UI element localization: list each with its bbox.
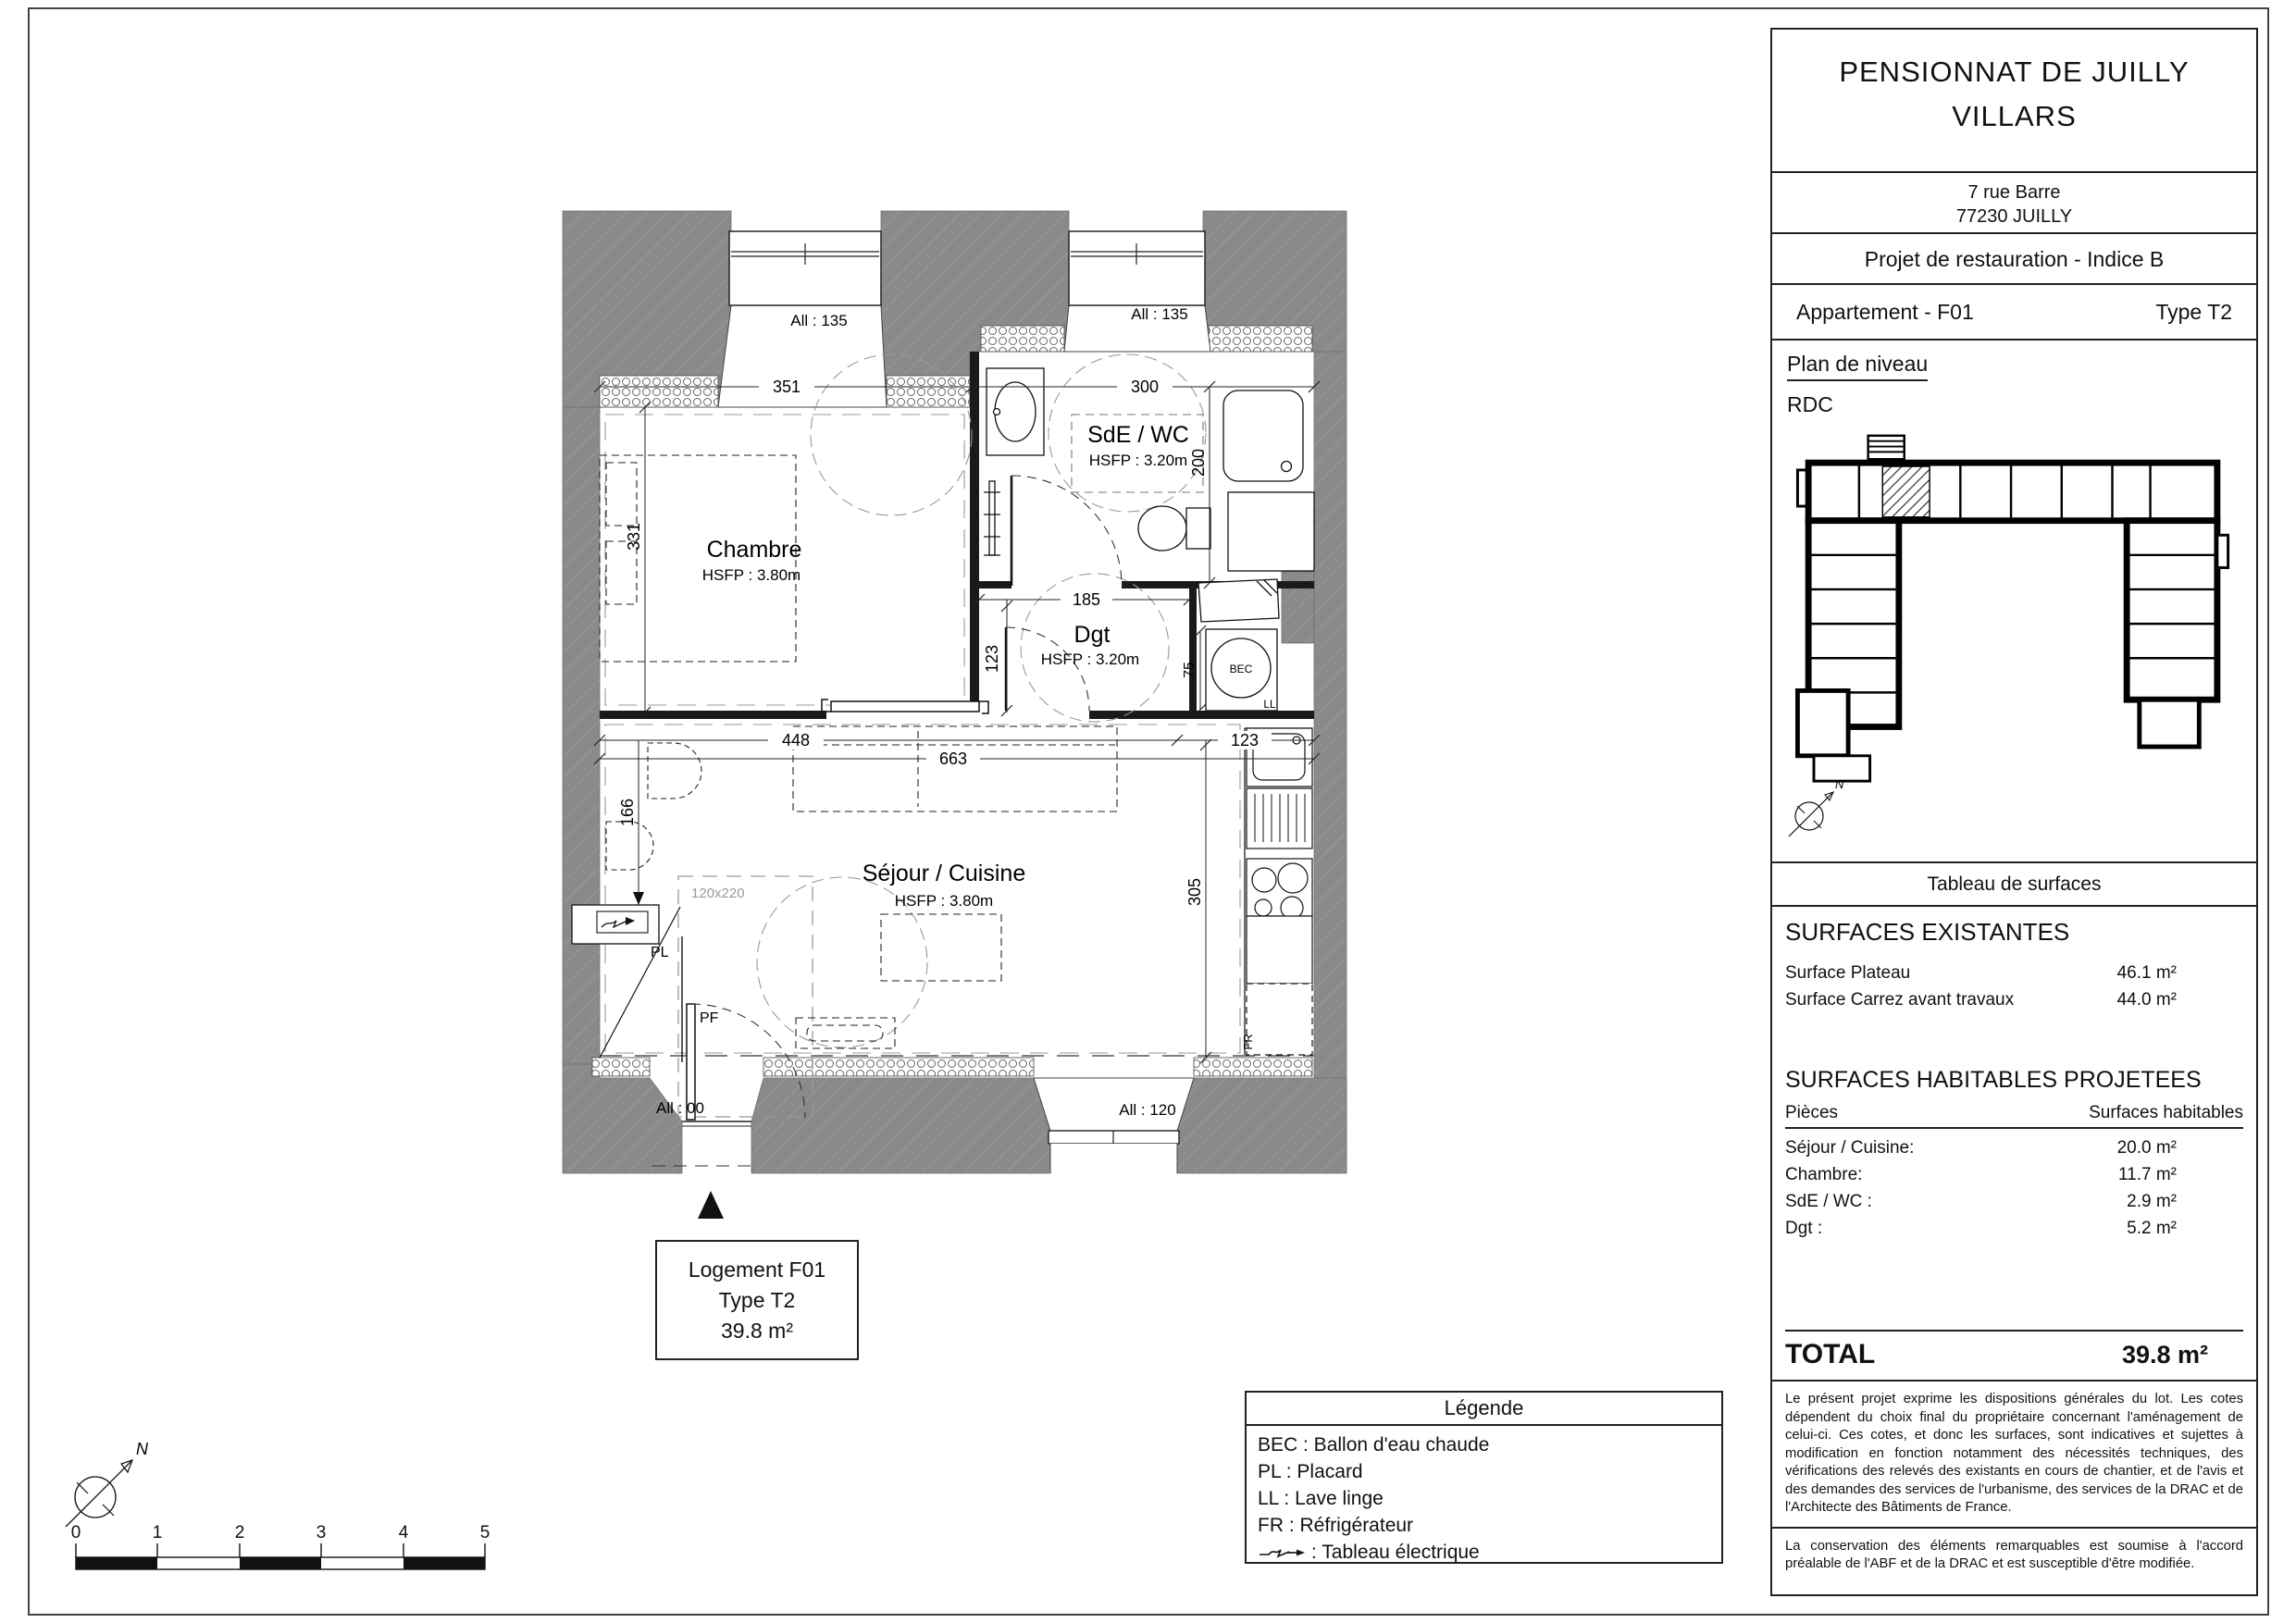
tv bbox=[807, 1025, 883, 1041]
furniture bbox=[600, 455, 1117, 1048]
trap-size-label: 120x220 bbox=[691, 886, 745, 901]
unit-info-box bbox=[655, 1240, 859, 1360]
row-value: 46.1 m² bbox=[2116, 963, 2177, 983]
dim-sde-width: 300 bbox=[1130, 378, 1160, 396]
unit-type: Type T2 bbox=[718, 1287, 796, 1312]
room-label-sejour: Séjour / Cuisine bbox=[862, 861, 1026, 886]
level-plan-section bbox=[1772, 341, 2256, 863]
window-bottom bbox=[1034, 1078, 1194, 1173]
room-label-sde: SdE / WC bbox=[1087, 422, 1189, 448]
site-plan-unit-highlight bbox=[1882, 466, 1930, 517]
dimension-lines bbox=[600, 387, 1314, 1058]
sill-bottom: All : 120 bbox=[1119, 1101, 1176, 1119]
shelf bbox=[1198, 579, 1279, 622]
apartment-type: Type T2 bbox=[2155, 299, 2232, 324]
room-hsfp-sejour: HSFP : 3.80m bbox=[894, 892, 994, 910]
legend-title: Légende bbox=[1247, 1393, 1721, 1426]
dim-tableau-offset: 166 bbox=[618, 798, 637, 827]
surface-table bbox=[1772, 907, 2256, 1381]
bec-label: BEC bbox=[1229, 663, 1253, 675]
project-phase: Projet de restauration - Indice B bbox=[1772, 234, 2256, 285]
entry-arrow bbox=[698, 1191, 724, 1219]
site-plan bbox=[1795, 428, 2230, 826]
legend bbox=[1245, 1391, 1723, 1564]
row-label: Séjour / Cuisine: bbox=[1785, 1138, 1915, 1158]
note-conservation: La conservation des éléments remarquables est soumise à l'accord préalable de l'ABF et de la DRAC et est susceptible d'être modifiée. bbox=[1785, 1538, 2243, 1571]
washbasin-tap bbox=[994, 409, 1000, 415]
dim-dgt-width: 185 bbox=[1072, 590, 1101, 609]
sill-entry: All : 00 bbox=[656, 1099, 704, 1117]
total-label: TOTAL bbox=[1785, 1339, 1876, 1369]
legend-item-bec: BEC : Ballon d'eau chaude bbox=[1258, 1434, 1490, 1456]
apartment-row bbox=[1772, 285, 2256, 341]
scale-0: 0 bbox=[70, 1523, 81, 1542]
row-value: 44.0 m² bbox=[2116, 990, 2177, 1010]
legend-item-ll: LL : Lave linge bbox=[1258, 1488, 1384, 1509]
row-value: 20.0 m² bbox=[2116, 1138, 2177, 1158]
bath-cabinet bbox=[1228, 492, 1314, 571]
scale-4: 4 bbox=[398, 1523, 409, 1542]
dim-sejour-width: 448 bbox=[781, 731, 811, 750]
dim-sde-depth: 200 bbox=[1189, 448, 1208, 477]
unit-name: Logement F01 bbox=[688, 1257, 826, 1282]
table-row bbox=[1785, 960, 2243, 986]
scale-2: 2 bbox=[234, 1523, 245, 1542]
address-line1: 7 rue Barre bbox=[1967, 182, 2061, 203]
total-value: 39.8 m² bbox=[2121, 1341, 2208, 1369]
table-row bbox=[1785, 1215, 2243, 1242]
washbasin-bowl bbox=[995, 382, 1036, 441]
scale-1: 1 bbox=[152, 1523, 163, 1542]
bathroom-fixtures bbox=[984, 368, 1314, 571]
project-title-line2: VILLARS bbox=[1952, 100, 2077, 132]
fridge-label: FR bbox=[1241, 1034, 1255, 1050]
dim-dgt-depth: 123 bbox=[983, 644, 1001, 674]
wc-cistern bbox=[1186, 508, 1210, 549]
dim-arrow bbox=[633, 892, 644, 905]
note-general: Le présent projet exprime les dispositions générales du lot. Les cotes dépendent du choix final du propriétaire concernant l'aménagement de celui-ci. Ces cotes, et donc les surfaces, sont indicatives et sujettes à modification en fonction notamment des nécessités techniques, des vérifications des relevés des existants en cours de chantier, et de l'avis et des demandes des services de l'urbanisme, des services de la DRAC et de l'Architecte des Bâtiments de France. bbox=[1772, 1381, 2256, 1529]
shower-drain bbox=[1282, 462, 1292, 472]
row-label: Surface Plateau bbox=[1785, 963, 1911, 983]
existing-surfaces-title: SURFACES EXISTANTES bbox=[1785, 918, 2070, 946]
closet-label: PL bbox=[651, 945, 669, 960]
dim-chambre-depth: 331 bbox=[625, 522, 643, 551]
room-hsfp-dgt: HSFP : 3.20m bbox=[1040, 650, 1140, 668]
scale-3: 3 bbox=[316, 1523, 327, 1542]
row-label: Chambre: bbox=[1785, 1165, 1863, 1184]
project-title-line1: PENSIONNAT DE JUILLY bbox=[1839, 56, 2190, 88]
row-value: 2.9 m² bbox=[2127, 1192, 2177, 1211]
sill-top-right: All : 135 bbox=[1131, 305, 1188, 323]
unit-area: 39.8 m² bbox=[721, 1318, 793, 1343]
sliding-door bbox=[822, 700, 988, 713]
row-label: Surface Carrez avant travaux bbox=[1785, 990, 2015, 1010]
column-pieces: Pièces bbox=[1785, 1103, 1839, 1122]
dimension-ticks bbox=[594, 381, 1320, 1063]
washer-label: LL bbox=[1263, 698, 1276, 711]
surface-table-title: Tableau de surfaces bbox=[1772, 863, 2256, 907]
pillow bbox=[606, 463, 637, 526]
project-title bbox=[1772, 30, 2256, 173]
scale-5: 5 bbox=[479, 1523, 490, 1542]
level-name: RDC bbox=[1787, 392, 1833, 416]
apartment-label: Appartement - F01 bbox=[1796, 299, 1974, 324]
room-label-chambre: Chambre bbox=[706, 537, 802, 563]
table-header bbox=[1785, 1103, 2243, 1129]
dim-chambre-width: 351 bbox=[772, 378, 801, 396]
table bbox=[881, 914, 1001, 981]
site-north-label: N bbox=[1835, 777, 1844, 791]
wc-bowl bbox=[1138, 506, 1186, 551]
tv-unit bbox=[796, 1018, 895, 1048]
dim-kitchen-width: 123 bbox=[1230, 731, 1260, 750]
floor-plan bbox=[537, 199, 1370, 1226]
row-value: 5.2 m² bbox=[2127, 1219, 2177, 1238]
title-block bbox=[1770, 28, 2258, 1596]
legend-item-tableau bbox=[1258, 1539, 1721, 1566]
french-window-label: PF bbox=[700, 1010, 719, 1026]
legend-item-fr: FR : Réfrigérateur bbox=[1258, 1515, 1414, 1536]
dim-sejour-total: 663 bbox=[938, 750, 968, 768]
bec-niche bbox=[1198, 579, 1279, 711]
electrical-arrow-icon bbox=[1258, 1544, 1308, 1561]
dim-bec-niche: 75 bbox=[1182, 662, 1198, 678]
dim-kitchen-depth: 305 bbox=[1185, 877, 1204, 907]
legend-item-pl: PL : Placard bbox=[1258, 1461, 1363, 1482]
level-plan-label: Plan de niveau bbox=[1787, 352, 1928, 381]
sofa bbox=[793, 726, 1117, 812]
address-line2: 77230 JUILLY bbox=[1955, 206, 2073, 227]
window-top-right bbox=[1064, 231, 1210, 352]
north-compass bbox=[51, 1434, 162, 1536]
room-hsfp-chambre: HSFP : 3.80m bbox=[701, 566, 801, 584]
table-row bbox=[1785, 986, 2243, 1013]
room-label-dgt: Dgt bbox=[1074, 622, 1111, 648]
electrical-panel bbox=[572, 905, 659, 944]
site-north-compass bbox=[1781, 774, 1855, 848]
north-label: N bbox=[136, 1440, 148, 1458]
row-value: 11.7 m² bbox=[2117, 1165, 2177, 1184]
projected-surfaces-title: SURFACES HABITABLES PROJETEES bbox=[1785, 1067, 2202, 1093]
counter bbox=[1247, 916, 1312, 984]
fridge-unit bbox=[1247, 984, 1312, 1055]
row-label: SdE / WC : bbox=[1785, 1192, 1872, 1211]
sill-top-left: All : 135 bbox=[790, 312, 848, 329]
column-surfaces: Surfaces habitables bbox=[2089, 1103, 2243, 1122]
table-row bbox=[1785, 1134, 2243, 1161]
row-label: Dgt : bbox=[1785, 1219, 1823, 1238]
table-row bbox=[1785, 1188, 2243, 1215]
total-row bbox=[1785, 1330, 2243, 1380]
kitchen-strip bbox=[1247, 728, 1312, 1055]
legend-item-tableau-label: : Tableau électrique bbox=[1311, 1542, 1480, 1563]
project-address bbox=[1772, 173, 2256, 234]
room-hsfp-sde: HSFP : 3.20m bbox=[1088, 452, 1188, 469]
armchair bbox=[606, 822, 653, 870]
armchair bbox=[648, 743, 701, 799]
table-row bbox=[1785, 1161, 2243, 1188]
